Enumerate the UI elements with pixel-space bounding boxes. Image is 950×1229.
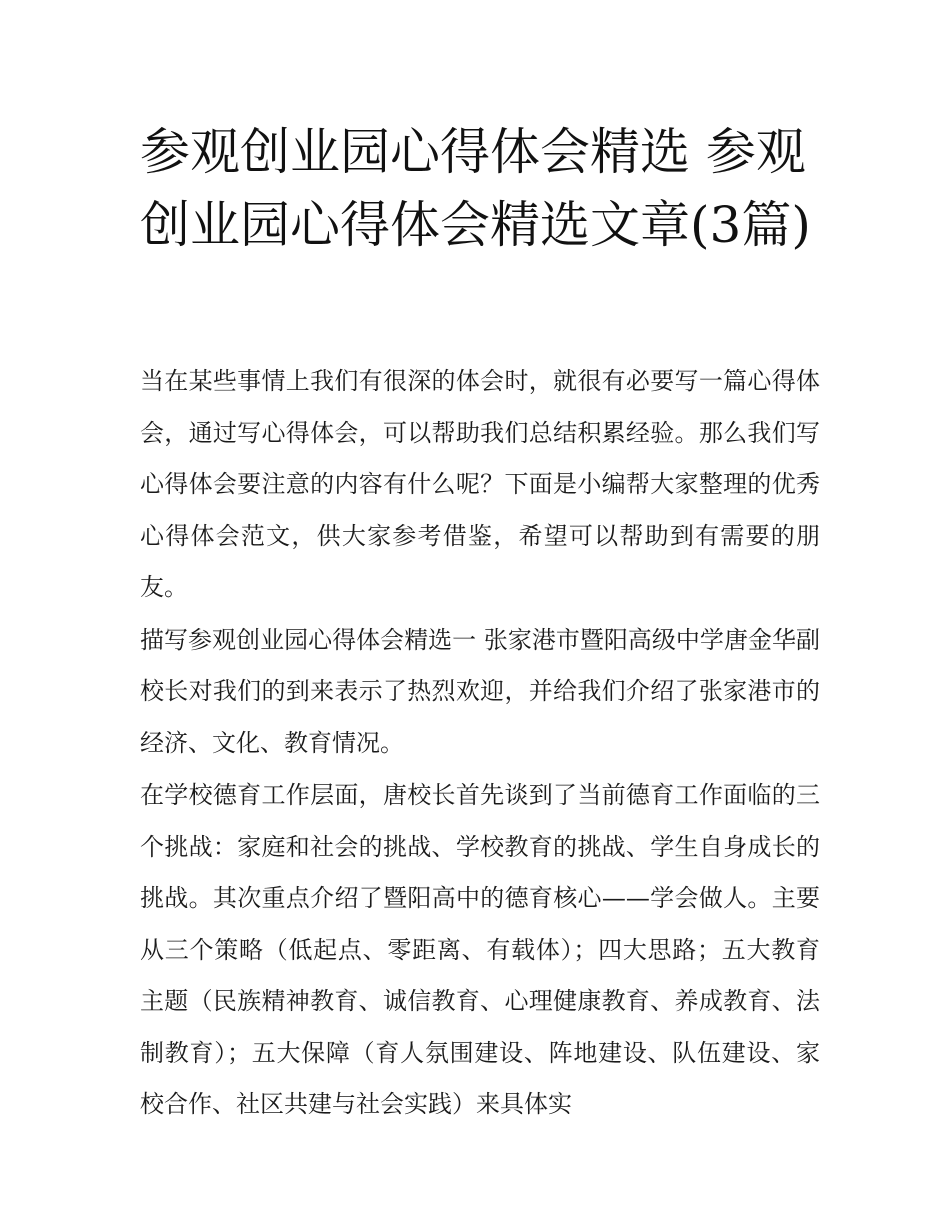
document-title: 参观创业园心得体会精选 参观创业园心得体会精选文章(3篇) — [140, 123, 811, 254]
intro-paragraph: 当在某些事情上我们有很深的体会时，就很有必要写一篇心得体会，通过写心得体会，可以帮助我们总结积累经验。那么我们写心得体会要注意的内容有什么呢？下面是小编帮大家整理的优秀心得体会范文，供大家参考借鉴，希望可以帮助到有需要的朋友。 — [140, 367, 820, 601]
moral-education-paragraph: 在学校德育工作层面，唐校长首先谈到了当前德育工作面临的三个挑战：家庭和社会的挑战、学校教育的挑战、学生自身成长的挑战。其次重点介绍了暨阳高中的德育核心——学会做人。主要从三个策略（低起点、零距离、有载体）；四大思路；五大教育主题（民族精神教育、诚信教育、心理健康教育、养成教育、法制教育）；五大保障（育人氛围建设、阵地建设、队伍建设、家校合作、社区共建与社会实践）来具体实 — [140, 781, 820, 1118]
section-one-paragraph: 描写参观创业园心得体会精选一 张家港市暨阳高级中学唐金华副校长对我们的到来表示了热烈欢迎，并给我们介绍了张家港市的经济、文化、教育情况。 — [140, 625, 820, 757]
document-body — [140, 356, 820, 1132]
